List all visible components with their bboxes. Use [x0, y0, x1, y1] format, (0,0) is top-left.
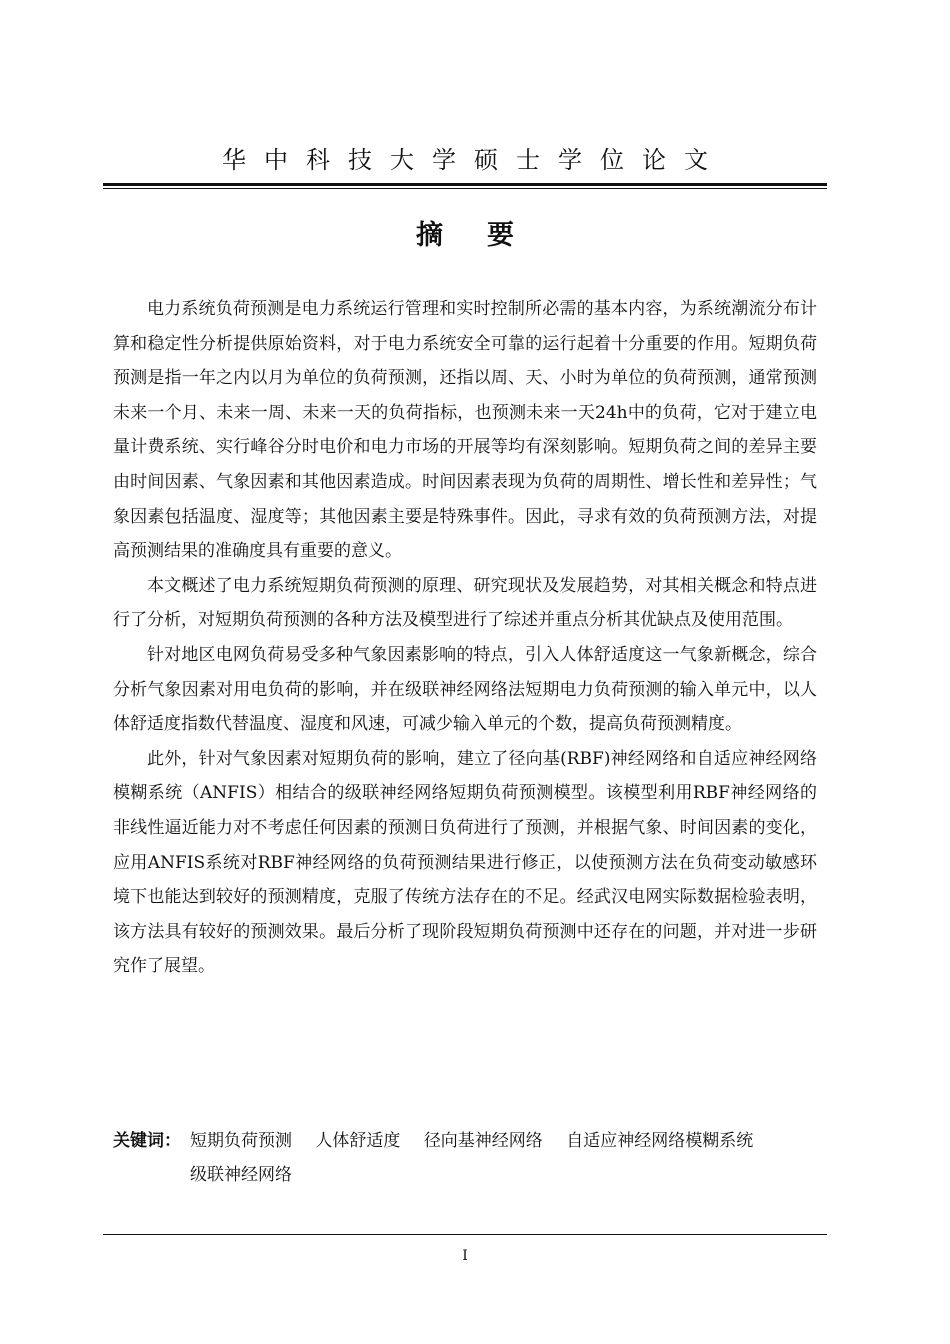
keyword-item: 级联神经网络	[190, 1165, 292, 1185]
header-rule-thin	[103, 188, 827, 189]
keywords-list	[190, 1124, 817, 1192]
running-header: 华中科技大学硕士学位论文	[222, 146, 726, 174]
footer-rule	[103, 1234, 827, 1235]
abstract-paragraph-3: 针对地区电网负荷易受多种气象因素影响的特点，引入人体舒适度这一气象新概念，综合分析气象因素对用电负荷的影响，并在级联神经网络法短期电力负荷预测的输入单元中，以人体舒适度指数代替温度、湿度和风速，可减少输入单元的个数，提高负荷预测精度。	[113, 644, 817, 735]
keyword-item: 径向基神经网络	[423, 1131, 543, 1151]
page-number: I	[462, 1248, 468, 1264]
abstract-body	[113, 292, 817, 984]
keyword-item: 人体舒适度	[315, 1131, 401, 1151]
abstract-paragraph-2: 本文概述了电力系统短期负荷预测的原理、研究现状及发展趋势，对其相关概念和特点进行了分析，对短期负荷预测的各种方法及模型进行了综述并重点分析其优缺点及使用范围。	[113, 575, 817, 631]
keywords-label: 关键词：	[113, 1131, 181, 1151]
header-rule-thick	[103, 183, 827, 186]
section-title: 摘要	[416, 220, 558, 251]
keyword-item: 自适应神经网络模糊系统	[566, 1131, 754, 1151]
keyword-item: 短期负荷预测	[190, 1131, 292, 1151]
abstract-paragraph-1: 电力系统负荷预测是电力系统运行管理和实时控制所必需的基本内容，为系统潮流分布计算和稳定性分析提供原始资料，对于电力系统安全可靠的运行起着十分重要的作用。短期负荷预测是指一年之内以月为单位的负荷预测，还指以周、天、小时为单位的负荷预测，通常预测未来一个月、未来一周、未来一天的负荷指标，也预测未来一天24h中的负荷，它对于建立电量计费系统、实行峰谷分时电价和电力市场的开展等均有深刻影响。短期负荷之间的差异主要由时间因素、气象因素和其他因素造成。时间因素表现为负荷的周期性、增长性和差异性；气象因素包括温度、湿度等；其他因素主要是特殊事件。因此，寻求有效的负荷预测方法，对提高预测结果的准确度具有重要的意义。	[113, 299, 817, 562]
abstract-paragraph-4: 此外，针对气象因素对短期负荷的影响，建立了径向基(RBF)神经网络和自适应神经网络模糊系统（ANFIS）相结合的级联神经网络短期负荷预测模型。该模型利用RBF神经网络的非线性逼近能力对不考虑任何因素的预测日负荷进行了预测，并根据气象、时间因素的变化，应用ANFIS系统对RBF神经网络的负荷预测结果进行修正，以使预测方法在负荷变动敏感环境下也能达到较好的预测精度，克服了传统方法存在的不足。经武汉电网实际数据检验表明，该方法具有较好的预测效果。最后分析了现阶段短期负荷预测中还存在的问题，并对进一步研究作了展望。	[113, 748, 817, 977]
